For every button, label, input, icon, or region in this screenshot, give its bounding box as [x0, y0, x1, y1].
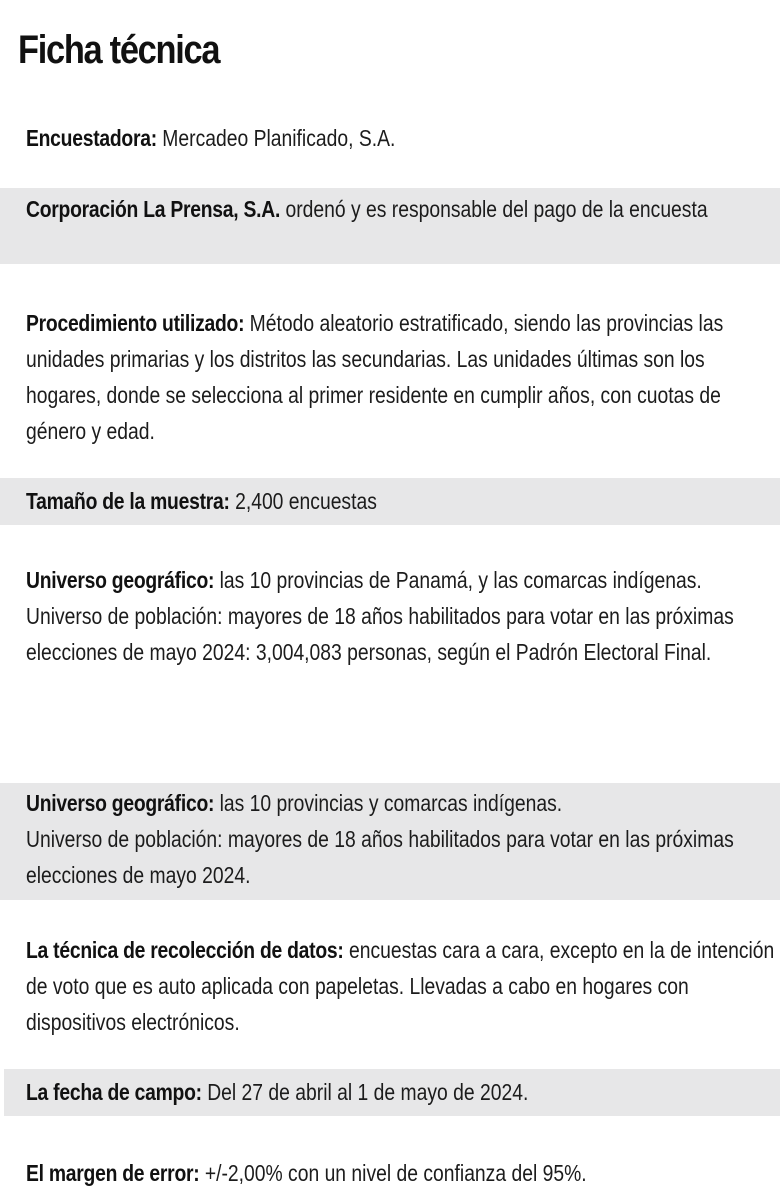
section-label: Universo geográfico:	[26, 790, 215, 816]
section-extra: Universo de población: mayores de 18 años habilitados para votar en las próximas elecciones de mayo 2024: 3,004,083 personas, según el Padrón Electoral Final.	[26, 603, 734, 665]
section-text: Método aleatorio estratificado, siendo las provincias las unidades primarias y los distritos las secundarias. Las unidades últimas son los hogares, donde se selecciona al primer residente en cumplir años, con cuotas de género y edad.	[26, 310, 724, 444]
section-text: encuestas cara a cara, excepto en la de intención de voto que es auto aplicada con papeletas. Llevadas a cabo en hogares con dispositivos electrónicos.	[26, 937, 775, 1035]
section-text: las 10 provincias y comarcas indígenas.	[214, 790, 563, 816]
section-text: las 10 provincias de Panamá, y las comarcas indígenas.	[214, 567, 702, 593]
page-title: Ficha técnica	[18, 28, 220, 72]
section-encuestadora	[0, 120, 780, 156]
section-tecnica	[0, 932, 780, 1040]
section-extra: Universo de población: mayores de 18 años habilitados para votar en las próximas elecciones de mayo 2024.	[26, 826, 734, 888]
section-muestra	[0, 478, 780, 525]
section-label: La técnica de recolección de datos:	[26, 937, 344, 963]
section-label: El margen de error:	[26, 1160, 200, 1186]
section-text: +/-2,00% con un nivel de confianza del 95%.	[199, 1160, 587, 1186]
section-fecha	[4, 1069, 780, 1116]
section-label: Corporación La Prensa, S.A.	[26, 196, 281, 222]
section-margen	[0, 1155, 780, 1191]
section-text: Mercadeo Planificado, S.A.	[156, 125, 396, 151]
section-text: ordenó y es responsable del pago de la encuesta	[280, 196, 708, 222]
section-universo-1	[0, 562, 780, 670]
section-label: Tamaño de la muestra:	[26, 488, 230, 514]
section-universo-2	[0, 783, 780, 900]
section-procedimiento	[0, 305, 780, 449]
section-label: Encuestadora:	[26, 125, 157, 151]
section-label: Procedimiento utilizado:	[26, 310, 245, 336]
section-label: La fecha de campo:	[26, 1079, 202, 1105]
section-text: 2,400 encuestas	[229, 488, 377, 514]
section-text: Del 27 de abril al 1 de mayo de 2024.	[201, 1079, 529, 1105]
section-label: Universo geográfico:	[26, 567, 215, 593]
section-responsable	[0, 188, 780, 264]
